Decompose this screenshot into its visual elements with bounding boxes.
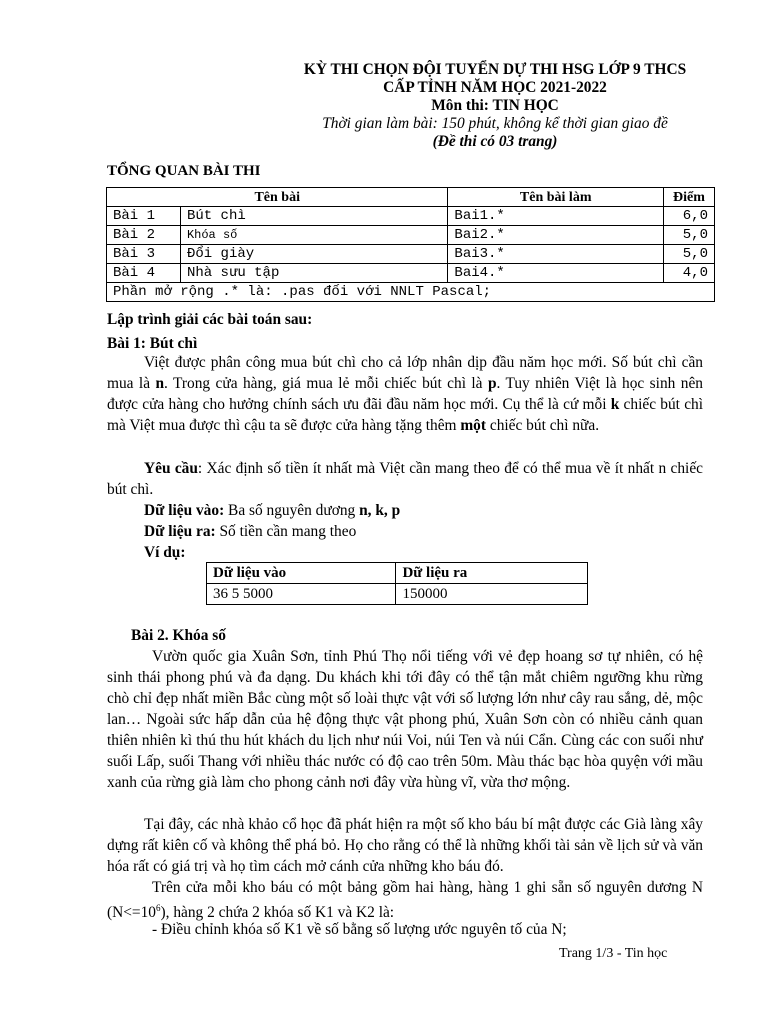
exam-pages-note: (Đề thi có 03 trang) — [432, 133, 558, 150]
problem2-paragraph-4: - Điều chỉnh khóa số K1 về số bằng số lượng ước nguyên tố của N; — [152, 921, 567, 938]
table-row — [207, 584, 588, 605]
p1-text: . Tuy nhiên Việt là học sinh nên được cửa hàng cho hưởng chính sách ưu đãi đầu năm học mới. Cụ thể là cứ mỗi — [107, 375, 703, 413]
page-footer: Trang 1/3 - Tin học — [559, 946, 668, 961]
input-text: Ba số nguyên dương — [224, 502, 360, 519]
example-output: 150000 — [396, 584, 588, 605]
emphasis-one: một — [460, 417, 487, 434]
problem2-paragraph-2: Tại đây, các nhà khảo cổ học đã phát hiện ra một số kho báu bí mật được các Già làng xây dựng rất kiên cố và không thể phá bỏ. Họ cho rằng có thể là những khối tài sản về lịch sử và văn hóa rất có giá trị và họ tìm cách mở cánh cửa những kho báu đó. — [107, 816, 703, 875]
task-score: 4,0 — [664, 264, 715, 283]
problem1-statement — [107, 352, 703, 436]
example-label: Ví dụ: — [144, 544, 186, 561]
table-row — [107, 226, 715, 245]
problem1-input — [107, 500, 703, 521]
p1-text: . Trong cửa hàng, giá mua lẻ mỗi chiếc bút chì là — [164, 375, 488, 392]
task-score: 6,0 — [664, 207, 715, 226]
task-name: Nhà sưu tập — [180, 264, 447, 283]
p1-text: Việt được phân công mua bút chì cho cả lớp nhân dịp đầu năm học mới. Số bút chì cần mua là — [107, 354, 703, 392]
input-label: Dữ liệu vào: — [144, 502, 225, 519]
example-header-row — [207, 563, 588, 584]
exam-subject: Môn thi: TIN HỌC — [431, 97, 559, 114]
example-header-input: Dữ liệu vào — [207, 563, 396, 584]
header-file-name: Tên bài làm — [448, 188, 664, 207]
overview-table — [106, 187, 715, 302]
example-header-output: Dữ liệu ra — [396, 563, 588, 584]
p1-text: chiếc bút chì nữa. — [486, 417, 600, 434]
input-vars: n, k, p — [359, 502, 401, 519]
output-text: Số tiền cần mang theo — [215, 523, 357, 540]
table-note-row — [107, 283, 715, 302]
task-name: Bút chì — [180, 207, 447, 226]
task-score: 5,0 — [664, 226, 715, 245]
task-id: Bài 4 — [107, 264, 181, 283]
var-p: p — [487, 375, 497, 392]
overview-title: TỔNG QUAN BÀI THI — [107, 163, 261, 179]
table-row — [107, 264, 715, 283]
task-name: Đổi giày — [180, 245, 447, 264]
header-score: Điểm — [664, 188, 715, 207]
problem2-paragraph-1: Vườn quốc gia Xuân Sơn, tỉnh Phú Thọ nổi tiếng với vẻ đẹp hoang sơ tự nhiên, có hệ sinh thái phong phú và đa dạng. Du khách khi tới đây có thể tận mắt chiêm ngưỡng khu rừng chò chỉ đẹp nhất miền Bắc cùng một số loài thực vật với số lượng lớn như cây rau sắng, dẻ, mộc lan… Ngoài sức hấp dẫn của hệ động thực vật phong phú, Xuân Sơn còn có nhiều cảnh quan thiên nhiên kì thú thu hút khách du lịch như núi Voi, núi Ten và núi Cẩn. Cùng các con suối như suối Lấp, suối Thang với nhiều thác nước có độ cao trên 50m. Màu thác bạc hòa quyện với mầu xanh của rừng già làm cho phong cảnh nơi đây vừa hùng vĩ, vừa thơ mộng. — [107, 648, 703, 791]
requirement-label: Yêu cầu — [144, 460, 198, 477]
overview-header-row — [107, 188, 715, 207]
table-row — [107, 207, 715, 226]
intro-heading: Lập trình giải các bài toán sau: — [107, 311, 313, 328]
problem1-example-label — [107, 542, 703, 563]
var-n: n — [155, 375, 165, 392]
task-id: Bài 3 — [107, 245, 181, 264]
problem1-requirement — [107, 458, 703, 500]
exponent: 6 — [156, 903, 161, 913]
p3-text: Trên cửa mỗi kho báu có một bảng gồm hai hàng, hàng 1 ghi sẵn số nguyên dương N (N<=10 — [107, 879, 703, 922]
exam-header — [270, 61, 720, 151]
extension-note: Phần mở rộng .* là: .pas đối với NNLT Pascal; — [107, 283, 715, 302]
task-file: Bai2.* — [448, 226, 664, 245]
task-score: 5,0 — [664, 245, 715, 264]
exam-title: KỲ THI CHỌN ĐỘI TUYỂN DỰ THI HSG LỚP 9 THCS — [303, 61, 687, 78]
task-file: Bai3.* — [448, 245, 664, 264]
task-file: Bai1.* — [448, 207, 664, 226]
table-row — [107, 245, 715, 264]
problem2-title: Bài 2. Khóa số — [131, 627, 226, 644]
problem1-output — [107, 521, 703, 542]
example-table — [206, 562, 588, 605]
task-id: Bài 1 — [107, 207, 181, 226]
requirement-text: : Xác định số tiền ít nhất mà Việt cần mang theo để có thể mua về ít nhất n chiếc bút chì. — [107, 460, 703, 498]
task-id: Bài 2 — [107, 226, 181, 245]
output-label: Dữ liệu ra: — [144, 523, 216, 540]
exam-level: CẤP TỈNH NĂM HỌC 2021-2022 — [383, 79, 607, 96]
header-task-name: Tên bài — [107, 188, 448, 207]
example-input: 36 5 5000 — [207, 584, 396, 605]
problem1-title: Bài 1: Bút chì — [107, 335, 198, 352]
exam-duration: Thời gian làm bài: 150 phút, không kể thời gian giao đề — [322, 115, 668, 132]
p3-text: ), hàng 2 chứa 2 khóa số K1 và K2 là: — [160, 904, 395, 922]
task-file: Bai4.* — [448, 264, 664, 283]
var-k: k — [610, 396, 620, 413]
problem2-paragraph-3 — [107, 877, 703, 923]
task-name: Khóa số — [180, 226, 447, 245]
p1-text: chiếc bút chì mà Việt mua được thì cậu ta sẽ được cửa hàng tặng thêm — [107, 396, 703, 434]
